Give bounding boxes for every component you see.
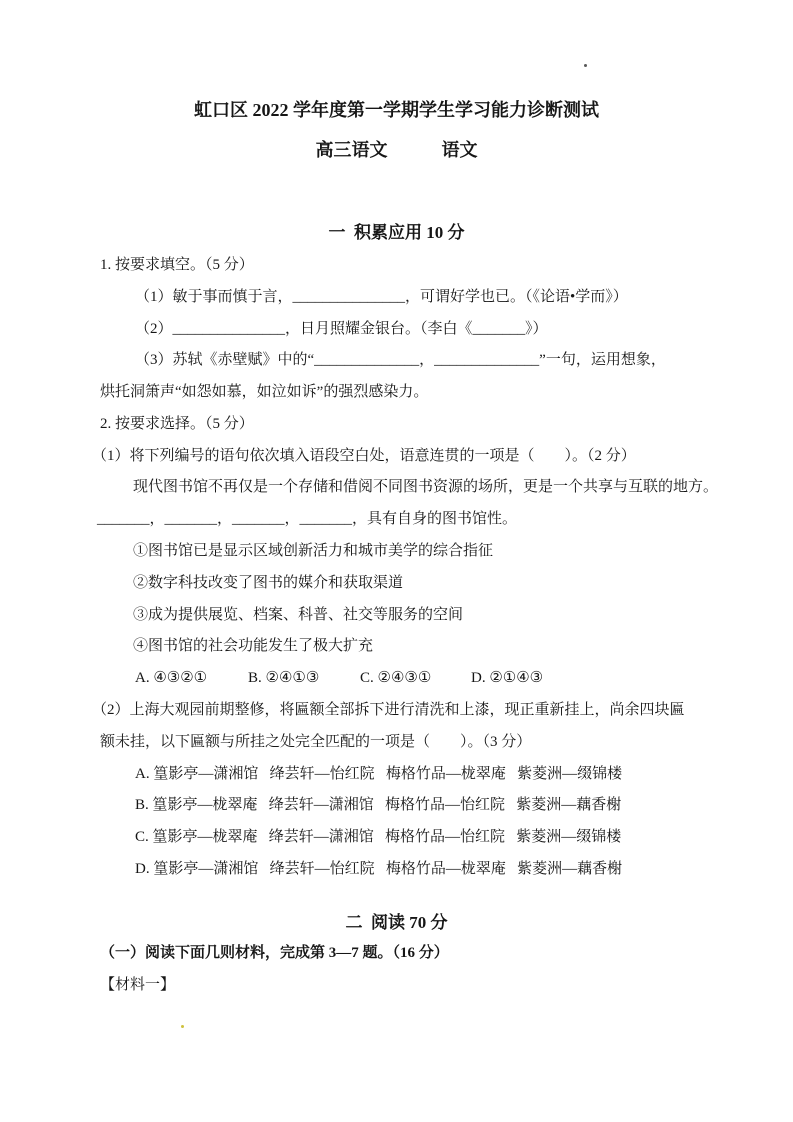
q1-item-3-line-1: （3）苏轼《赤壁赋》中的“______________，______________”一句，运用想象， <box>135 352 666 368</box>
q2-part1-option-b: B. ②④①③ <box>248 670 320 686</box>
q1-stem: 1. 按要求填空。（5 分） <box>100 257 254 273</box>
page-title: 虹口区 2022 学年度第一学期学生学习能力诊断测试 <box>194 100 599 120</box>
q2-part2-option-c: C. 篁影亭—栊翠庵 绛芸轩—潇湘馆 梅格竹品—怡红院 紫菱洲—缀锦楼 <box>135 829 622 845</box>
q2-part1-statement-2: ②数字科技改变了图书的媒介和获取渠道 <box>133 575 404 591</box>
q2-part1-passage-line-1: 现代图书馆不再仅是一个存储和借阅不同图书资源的场所，更是一个共享与互联的地方。 <box>133 479 719 495</box>
q2-part2-stem-line-1: （2）上海大观园前期整修，将匾额全部拆下进行清洗和上漆，现正重新挂上，尚余四块匾 <box>92 702 685 718</box>
q2-part1-options-row <box>135 669 615 689</box>
q2-part1-blanks-line: _______，_______，_______，_______，具有自身的图书馆性。 <box>97 511 518 527</box>
q2-part1-statement-1: ①图书馆已是显示区域创新活力和城市美学的综合指征 <box>133 543 494 559</box>
q2-stem: 2. 按要求选择。（5 分） <box>100 416 254 432</box>
q1-item-2: （2）_______________，日月照耀金银台。（李白《_______》） <box>135 321 548 337</box>
material-one-label: 【材料一】 <box>100 977 176 993</box>
q2-part1-option-d: D. ②①④③ <box>471 670 544 686</box>
q1-item-3-line-2: 烘托洞箫声“如怨如慕，如泣如诉”的强烈感染力。 <box>100 384 429 400</box>
section-two-heading: 二 阅读 70 分 <box>345 913 448 932</box>
scan-speck <box>181 1025 184 1028</box>
section-one-heading: 一 积累应用 10 分 <box>328 223 465 242</box>
q1-item-1: （1）敏于事而慎于言，_______________，可谓好学也已。（《论语•学而》） <box>135 289 628 305</box>
q2-part1-statement-3: ③成为提供展览、档案、科普、社交等服务的空间 <box>133 607 464 623</box>
q2-part2-option-d: D. 篁影亭—潇湘馆 绛芸轩—怡红院 梅格竹品—栊翠庵 紫菱洲—藕香榭 <box>135 861 623 877</box>
reading-part1-stem: （一）阅读下面几则材料，完成第 3—7 题。（16 分） <box>100 945 449 961</box>
q2-part2-option-a: A. 篁影亭—潇湘馆 绛芸轩—怡红院 梅格竹品—栊翠庵 紫菱洲—缀锦楼 <box>135 766 623 782</box>
q2-part2-option-b: B. 篁影亭—栊翠庵 绛芸轩—潇湘馆 梅格竹品—怡红院 紫菱洲—藕香榭 <box>135 797 622 813</box>
q2-part1-option-c: C. ②④③① <box>360 670 432 686</box>
q2-part1-option-a: A. ④③②① <box>135 670 208 686</box>
q2-part1-stem: （1）将下列编号的语句依次填入语段空白处，语意连贯的一项是（ ）。（2 分） <box>92 448 636 464</box>
scan-speck <box>584 64 587 67</box>
page-subtitle: 高三语文 语文 <box>315 140 478 160</box>
q2-part2-stem-line-2: 额未挂，以下匾额与所挂之处完全匹配的一项是（ ）。（3 分） <box>100 734 532 750</box>
q2-part1-statement-4: ④图书馆的社会功能发生了极大扩充 <box>133 638 374 654</box>
